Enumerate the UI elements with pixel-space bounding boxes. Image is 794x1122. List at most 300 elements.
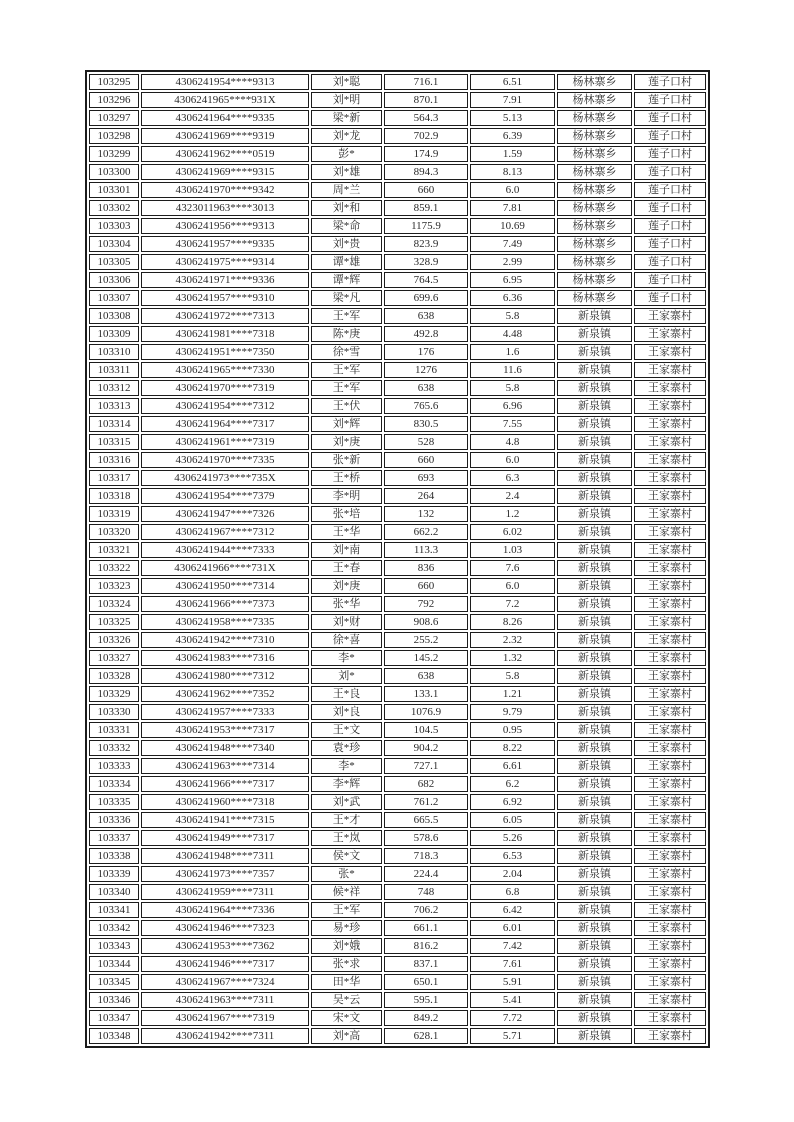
cell-village: 王家寨村	[634, 398, 706, 414]
cell-serial: 103312	[89, 380, 139, 396]
cell-amount: 638	[384, 308, 468, 324]
cell-serial: 103296	[89, 92, 139, 108]
table-row	[89, 650, 706, 666]
cell-name: 张*求	[311, 956, 382, 972]
cell-name: 刘*南	[311, 542, 382, 558]
table-row	[89, 434, 706, 450]
table-row	[89, 254, 706, 270]
cell-name: 刘*聪	[311, 74, 382, 90]
cell-name: 刘*娥	[311, 938, 382, 954]
cell-area: 8.13	[470, 164, 555, 180]
cell-township: 新泉镇	[557, 812, 632, 828]
cell-id-number: 4323011963****3013	[141, 200, 309, 216]
cell-name: 李*辉	[311, 776, 382, 792]
cell-township: 新泉镇	[557, 740, 632, 756]
cell-name: 梁*凡	[311, 290, 382, 306]
cell-township: 新泉镇	[557, 902, 632, 918]
cell-amount: 528	[384, 434, 468, 450]
table-row	[89, 992, 706, 1008]
cell-amount: 765.6	[384, 398, 468, 414]
cell-name: 刘*财	[311, 614, 382, 630]
cell-village: 王家寨村	[634, 524, 706, 540]
cell-name: 王*军	[311, 380, 382, 396]
cell-township: 新泉镇	[557, 830, 632, 846]
cell-township: 杨林寨乡	[557, 182, 632, 198]
cell-village: 王家寨村	[634, 362, 706, 378]
cell-id-number: 4306241970****7319	[141, 380, 309, 396]
cell-area: 4.8	[470, 434, 555, 450]
cell-township: 新泉镇	[557, 938, 632, 954]
cell-village: 莲子口村	[634, 92, 706, 108]
cell-area: 5.41	[470, 992, 555, 1008]
cell-village: 王家寨村	[634, 1028, 706, 1044]
cell-serial: 103310	[89, 344, 139, 360]
cell-township: 新泉镇	[557, 668, 632, 684]
cell-serial: 103315	[89, 434, 139, 450]
cell-area: 0.95	[470, 722, 555, 738]
cell-village: 王家寨村	[634, 704, 706, 720]
table-row	[89, 956, 706, 972]
cell-amount: 682	[384, 776, 468, 792]
cell-area: 7.72	[470, 1010, 555, 1026]
cell-id-number: 4306241980****7312	[141, 668, 309, 684]
cell-village: 王家寨村	[634, 542, 706, 558]
table-row	[89, 596, 706, 612]
cell-name: 刘*庚	[311, 434, 382, 450]
cell-id-number: 4306241964****7336	[141, 902, 309, 918]
cell-village: 莲子口村	[634, 110, 706, 126]
cell-id-number: 4306241941****7315	[141, 812, 309, 828]
table-row	[89, 884, 706, 900]
cell-amount: 699.6	[384, 290, 468, 306]
cell-village: 王家寨村	[634, 812, 706, 828]
cell-name: 王*军	[311, 362, 382, 378]
cell-area: 7.61	[470, 956, 555, 972]
table-row	[89, 794, 706, 810]
cell-serial: 103304	[89, 236, 139, 252]
cell-name: 张*	[311, 866, 382, 882]
table-row	[89, 578, 706, 594]
table-row	[89, 452, 706, 468]
table-row	[89, 506, 706, 522]
cell-area: 6.3	[470, 470, 555, 486]
cell-township: 新泉镇	[557, 308, 632, 324]
cell-name: 袁*珍	[311, 740, 382, 756]
cell-id-number: 4306241957****9310	[141, 290, 309, 306]
cell-id-number: 4306241942****7311	[141, 1028, 309, 1044]
cell-name: 王*军	[311, 902, 382, 918]
cell-amount: 1076.9	[384, 704, 468, 720]
cell-name: 李*	[311, 758, 382, 774]
cell-id-number: 4306241963****7314	[141, 758, 309, 774]
cell-id-number: 4306241981****7318	[141, 326, 309, 342]
cell-area: 7.2	[470, 596, 555, 612]
cell-village: 王家寨村	[634, 308, 706, 324]
cell-id-number: 4306241965****931X	[141, 92, 309, 108]
cell-township: 杨林寨乡	[557, 200, 632, 216]
table-row	[89, 686, 706, 702]
cell-name: 彭*	[311, 146, 382, 162]
cell-village: 王家寨村	[634, 434, 706, 450]
table-row	[89, 830, 706, 846]
cell-area: 7.91	[470, 92, 555, 108]
cell-amount: 904.2	[384, 740, 468, 756]
cell-township: 新泉镇	[557, 380, 632, 396]
cell-amount: 764.5	[384, 272, 468, 288]
cell-village: 王家寨村	[634, 776, 706, 792]
cell-amount: 660	[384, 182, 468, 198]
cell-amount: 706.2	[384, 902, 468, 918]
cell-township: 新泉镇	[557, 776, 632, 792]
cell-amount: 224.4	[384, 866, 468, 882]
cell-id-number: 4306241954****7312	[141, 398, 309, 414]
cell-serial: 103320	[89, 524, 139, 540]
cell-township: 新泉镇	[557, 434, 632, 450]
cell-village: 莲子口村	[634, 236, 706, 252]
cell-id-number: 4306241960****7318	[141, 794, 309, 810]
table-row	[89, 668, 706, 684]
cell-area: 6.02	[470, 524, 555, 540]
cell-id-number: 4306241957****9335	[141, 236, 309, 252]
table-row	[89, 974, 706, 990]
cell-amount: 176	[384, 344, 468, 360]
cell-village: 王家寨村	[634, 1010, 706, 1026]
cell-name: 侯*文	[311, 848, 382, 864]
cell-id-number: 4306241964****9335	[141, 110, 309, 126]
cell-amount: 492.8	[384, 326, 468, 342]
cell-area: 5.91	[470, 974, 555, 990]
cell-id-number: 4306241949****7317	[141, 830, 309, 846]
cell-id-number: 4306241969****9315	[141, 164, 309, 180]
cell-id-number: 4306241975****9314	[141, 254, 309, 270]
cell-id-number: 4306241959****7311	[141, 884, 309, 900]
cell-serial: 103330	[89, 704, 139, 720]
table-row	[89, 920, 706, 936]
cell-township: 新泉镇	[557, 488, 632, 504]
cell-village: 王家寨村	[634, 686, 706, 702]
cell-id-number: 4306241946****7317	[141, 956, 309, 972]
cell-area: 5.8	[470, 380, 555, 396]
cell-area: 11.6	[470, 362, 555, 378]
cell-township: 新泉镇	[557, 920, 632, 936]
cell-name: 李*明	[311, 488, 382, 504]
cell-village: 莲子口村	[634, 272, 706, 288]
cell-township: 新泉镇	[557, 506, 632, 522]
cell-township: 新泉镇	[557, 722, 632, 738]
cell-serial: 103306	[89, 272, 139, 288]
cell-area: 5.71	[470, 1028, 555, 1044]
cell-area: 6.53	[470, 848, 555, 864]
cell-township: 新泉镇	[557, 1028, 632, 1044]
cell-name: 田*华	[311, 974, 382, 990]
table-row	[89, 272, 706, 288]
table-row	[89, 218, 706, 234]
cell-serial: 103326	[89, 632, 139, 648]
cell-township: 新泉镇	[557, 992, 632, 1008]
cell-area: 1.59	[470, 146, 555, 162]
cell-area: 6.05	[470, 812, 555, 828]
cell-name: 王*良	[311, 686, 382, 702]
table-row	[89, 92, 706, 108]
cell-township: 杨林寨乡	[557, 254, 632, 270]
cell-id-number: 4306241970****7335	[141, 452, 309, 468]
cell-id-number: 4306241953****7362	[141, 938, 309, 954]
cell-village: 王家寨村	[634, 974, 706, 990]
cell-name: 徐*雪	[311, 344, 382, 360]
cell-amount: 662.2	[384, 524, 468, 540]
cell-area: 10.69	[470, 218, 555, 234]
cell-id-number: 4306241964****7317	[141, 416, 309, 432]
cell-township: 杨林寨乡	[557, 164, 632, 180]
cell-amount: 693	[384, 470, 468, 486]
cell-id-number: 4306241965****7330	[141, 362, 309, 378]
cell-area: 2.99	[470, 254, 555, 270]
cell-name: 谭*雄	[311, 254, 382, 270]
cell-area: 1.6	[470, 344, 555, 360]
cell-area: 6.51	[470, 74, 555, 90]
table-row	[89, 560, 706, 576]
cell-id-number: 4306241948****7340	[141, 740, 309, 756]
cell-area: 6.2	[470, 776, 555, 792]
cell-name: 张*华	[311, 596, 382, 612]
cell-amount: 638	[384, 668, 468, 684]
table-row	[89, 812, 706, 828]
cell-village: 王家寨村	[634, 794, 706, 810]
cell-village: 王家寨村	[634, 902, 706, 918]
cell-name: 梁*新	[311, 110, 382, 126]
cell-serial: 103327	[89, 650, 139, 666]
cell-area: 6.01	[470, 920, 555, 936]
cell-name: 刘*庚	[311, 578, 382, 594]
table-row	[89, 848, 706, 864]
cell-serial: 103345	[89, 974, 139, 990]
cell-village: 王家寨村	[634, 470, 706, 486]
subsidy-table	[85, 70, 710, 1048]
cell-area: 8.26	[470, 614, 555, 630]
cell-serial: 103334	[89, 776, 139, 792]
cell-township: 新泉镇	[557, 686, 632, 702]
cell-area: 1.03	[470, 542, 555, 558]
cell-serial: 103319	[89, 506, 139, 522]
cell-id-number: 4306241963****7311	[141, 992, 309, 1008]
cell-amount: 792	[384, 596, 468, 612]
cell-area: 4.48	[470, 326, 555, 342]
cell-name: 徐*喜	[311, 632, 382, 648]
cell-serial: 103321	[89, 542, 139, 558]
cell-id-number: 4306241957****7333	[141, 704, 309, 720]
table-row	[89, 938, 706, 954]
cell-serial: 103314	[89, 416, 139, 432]
cell-amount: 870.1	[384, 92, 468, 108]
cell-village: 王家寨村	[634, 506, 706, 522]
cell-amount: 823.9	[384, 236, 468, 252]
table-row	[89, 308, 706, 324]
cell-amount: 113.3	[384, 542, 468, 558]
cell-village: 王家寨村	[634, 488, 706, 504]
cell-village: 王家寨村	[634, 596, 706, 612]
cell-serial: 103307	[89, 290, 139, 306]
cell-name: 刘*良	[311, 704, 382, 720]
cell-amount: 1276	[384, 362, 468, 378]
cell-name: 刘*武	[311, 794, 382, 810]
cell-amount: 595.1	[384, 992, 468, 1008]
cell-id-number: 4306241962****0519	[141, 146, 309, 162]
cell-id-number: 4306241946****7323	[141, 920, 309, 936]
cell-township: 新泉镇	[557, 650, 632, 666]
table-row	[89, 722, 706, 738]
cell-village: 王家寨村	[634, 830, 706, 846]
cell-township: 新泉镇	[557, 794, 632, 810]
table-row	[89, 290, 706, 306]
cell-name: 王*伏	[311, 398, 382, 414]
cell-amount: 638	[384, 380, 468, 396]
cell-township: 新泉镇	[557, 362, 632, 378]
cell-id-number: 4306241983****7316	[141, 650, 309, 666]
table-row	[89, 542, 706, 558]
cell-amount: 174.9	[384, 146, 468, 162]
cell-serial: 103325	[89, 614, 139, 630]
table-body	[89, 74, 706, 1044]
cell-area: 1.2	[470, 506, 555, 522]
cell-serial: 103332	[89, 740, 139, 756]
cell-village: 莲子口村	[634, 218, 706, 234]
cell-amount: 908.6	[384, 614, 468, 630]
cell-serial: 103316	[89, 452, 139, 468]
cell-village: 莲子口村	[634, 254, 706, 270]
table-row	[89, 1028, 706, 1044]
cell-area: 6.0	[470, 452, 555, 468]
cell-village: 王家寨村	[634, 848, 706, 864]
cell-serial: 103322	[89, 560, 139, 576]
cell-village: 王家寨村	[634, 650, 706, 666]
cell-serial: 103297	[89, 110, 139, 126]
cell-village: 王家寨村	[634, 632, 706, 648]
cell-township: 新泉镇	[557, 560, 632, 576]
cell-name: 王*文	[311, 722, 382, 738]
cell-serial: 103328	[89, 668, 139, 684]
cell-township: 杨林寨乡	[557, 146, 632, 162]
cell-township: 新泉镇	[557, 848, 632, 864]
cell-amount: 661.1	[384, 920, 468, 936]
table-row	[89, 110, 706, 126]
cell-serial: 103341	[89, 902, 139, 918]
cell-id-number: 4306241966****731X	[141, 560, 309, 576]
table-row	[89, 344, 706, 360]
cell-township: 新泉镇	[557, 974, 632, 990]
cell-township: 新泉镇	[557, 596, 632, 612]
cell-amount: 628.1	[384, 1028, 468, 1044]
cell-amount: 859.1	[384, 200, 468, 216]
cell-serial: 103323	[89, 578, 139, 594]
cell-area: 2.4	[470, 488, 555, 504]
cell-township: 杨林寨乡	[557, 290, 632, 306]
cell-serial: 103301	[89, 182, 139, 198]
table-row	[89, 470, 706, 486]
cell-area: 5.8	[470, 668, 555, 684]
cell-township: 新泉镇	[557, 578, 632, 594]
cell-area: 1.21	[470, 686, 555, 702]
cell-name: 李*	[311, 650, 382, 666]
cell-name: 刘*高	[311, 1028, 382, 1044]
cell-name: 谭*辉	[311, 272, 382, 288]
cell-village: 王家寨村	[634, 452, 706, 468]
cell-name: 王*岚	[311, 830, 382, 846]
cell-village: 王家寨村	[634, 758, 706, 774]
cell-village: 王家寨村	[634, 614, 706, 630]
cell-name: 易*珍	[311, 920, 382, 936]
cell-serial: 103346	[89, 992, 139, 1008]
cell-amount: 255.2	[384, 632, 468, 648]
cell-area: 6.39	[470, 128, 555, 144]
cell-serial: 103308	[89, 308, 139, 324]
cell-village: 王家寨村	[634, 416, 706, 432]
cell-amount: 133.1	[384, 686, 468, 702]
cell-name: 王*春	[311, 560, 382, 576]
cell-name: 宋*文	[311, 1010, 382, 1026]
cell-id-number: 4306241947****7326	[141, 506, 309, 522]
cell-area: 6.0	[470, 578, 555, 594]
cell-serial: 103339	[89, 866, 139, 882]
cell-id-number: 4306241950****7314	[141, 578, 309, 594]
cell-amount: 564.3	[384, 110, 468, 126]
table-row	[89, 128, 706, 144]
cell-name: 王*军	[311, 308, 382, 324]
cell-serial: 103324	[89, 596, 139, 612]
cell-township: 新泉镇	[557, 524, 632, 540]
cell-serial: 103317	[89, 470, 139, 486]
table-row	[89, 326, 706, 342]
cell-area: 1.32	[470, 650, 555, 666]
cell-amount: 727.1	[384, 758, 468, 774]
cell-serial: 103300	[89, 164, 139, 180]
cell-name: 刘*贵	[311, 236, 382, 252]
cell-area: 7.6	[470, 560, 555, 576]
cell-amount: 830.5	[384, 416, 468, 432]
cell-serial: 103335	[89, 794, 139, 810]
cell-township: 新泉镇	[557, 614, 632, 630]
cell-amount: 1175.9	[384, 218, 468, 234]
cell-name: 候*祥	[311, 884, 382, 900]
cell-amount: 849.2	[384, 1010, 468, 1026]
cell-area: 6.92	[470, 794, 555, 810]
table-row	[89, 380, 706, 396]
cell-township: 杨林寨乡	[557, 92, 632, 108]
cell-serial: 103299	[89, 146, 139, 162]
cell-id-number: 4306241972****7313	[141, 308, 309, 324]
cell-area: 7.49	[470, 236, 555, 252]
cell-township: 新泉镇	[557, 542, 632, 558]
cell-name: 王*桥	[311, 470, 382, 486]
cell-serial: 103348	[89, 1028, 139, 1044]
cell-serial: 103344	[89, 956, 139, 972]
cell-name: 刘*辉	[311, 416, 382, 432]
cell-serial: 103302	[89, 200, 139, 216]
cell-amount: 145.2	[384, 650, 468, 666]
table-row	[89, 776, 706, 792]
cell-village: 王家寨村	[634, 380, 706, 396]
table-row	[89, 902, 706, 918]
cell-amount: 660	[384, 452, 468, 468]
cell-serial: 103338	[89, 848, 139, 864]
cell-serial: 103340	[89, 884, 139, 900]
cell-id-number: 4306241962****7352	[141, 686, 309, 702]
cell-area: 6.0	[470, 182, 555, 198]
cell-name: 王*华	[311, 524, 382, 540]
cell-amount: 264	[384, 488, 468, 504]
cell-amount: 718.3	[384, 848, 468, 864]
cell-village: 王家寨村	[634, 722, 706, 738]
cell-id-number: 4306241951****7350	[141, 344, 309, 360]
